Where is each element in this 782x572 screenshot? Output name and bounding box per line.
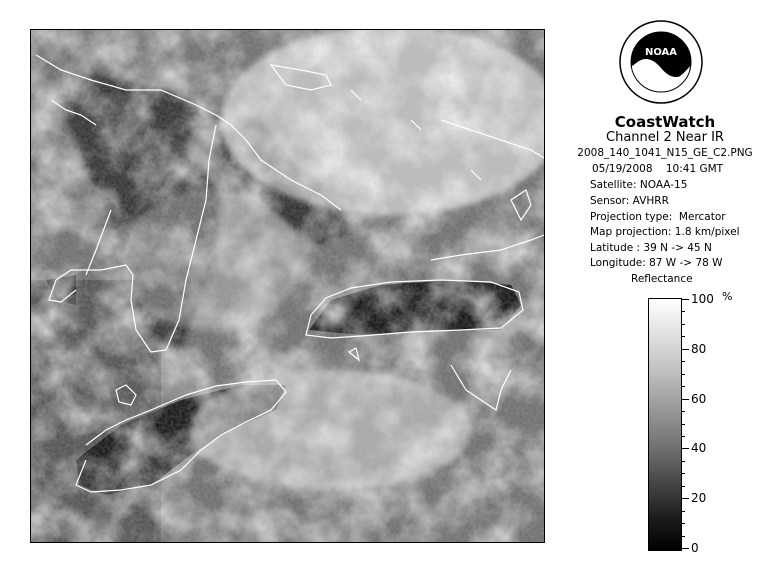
colorbar-tick <box>681 536 685 537</box>
colorbar-tick <box>681 461 685 462</box>
colorbar-tick <box>681 523 685 524</box>
colorbar-tick <box>681 311 685 312</box>
colorbar-tick-label: 60 <box>691 392 707 406</box>
map-projection-label: Map projection: 1.8 km/pixel <box>590 226 740 238</box>
colorbar-title: Reflectance <box>631 273 693 285</box>
sensor-label: Sensor: AVHRR <box>590 195 669 207</box>
colorbar-tick <box>681 324 685 325</box>
colorbar-tick <box>681 399 689 400</box>
satellite-scene-svg <box>31 30 544 542</box>
noaa-logo-icon <box>619 20 703 104</box>
satellite-image <box>30 29 545 543</box>
projection-type-label: Projection type: Mercator <box>590 211 726 223</box>
colorbar-tick <box>681 424 685 425</box>
colorbar-tick <box>681 336 685 337</box>
colorbar-tick <box>681 548 689 549</box>
colorbar-tick-label: 20 <box>691 491 707 505</box>
colorbar-tick-label: 40 <box>691 441 707 455</box>
colorbar-tick <box>681 473 685 474</box>
colorbar-tick <box>681 349 689 350</box>
reflectance-colorbar <box>648 298 682 551</box>
colorbar-tick-label: 80 <box>691 342 707 356</box>
colorbar-tick <box>681 511 685 512</box>
svg-text:NOAA: NOAA <box>644 47 678 58</box>
colorbar-tick <box>681 299 689 300</box>
colorbar-tick <box>681 486 685 487</box>
colorbar-tick <box>681 386 685 387</box>
colorbar-unit: % <box>722 290 733 303</box>
product-title: CoastWatch <box>614 113 716 131</box>
latitude-label: Latitude : 39 N -> 45 N <box>590 242 712 254</box>
colorbar-tick-label: 0 <box>691 541 699 555</box>
colorbar-tick <box>681 374 685 375</box>
colorbar-tick <box>681 411 685 412</box>
colorbar-tick <box>681 448 689 449</box>
longitude-label: Longitude: 87 W -> 78 W <box>590 257 723 269</box>
colorbar-tick <box>681 436 685 437</box>
satellite-label: Satellite: NOAA-15 <box>590 179 688 191</box>
colorbar-tick <box>681 361 685 362</box>
filename-label: 2008_140_1041_N15_GE_C2.PNG <box>577 147 753 159</box>
channel-label: Channel 2 Near IR <box>606 130 724 145</box>
colorbar-tick <box>681 498 689 499</box>
colorbar-tick-label: 100 <box>691 292 714 306</box>
datetime-label: 05/19/2008 10:41 GMT <box>592 163 724 175</box>
